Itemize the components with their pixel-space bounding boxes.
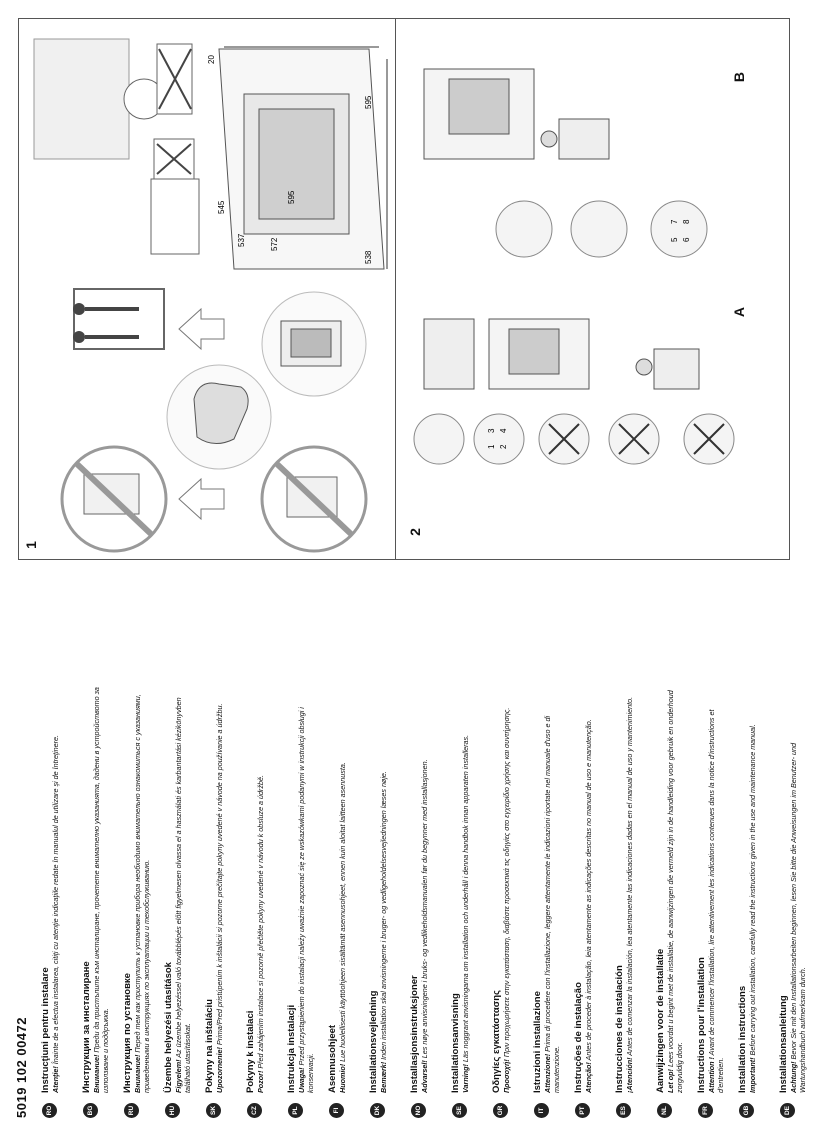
language-title: Installation instructions [737,985,748,1093]
language-badge: FR [698,1103,713,1118]
language-row-pt [573,680,614,1120]
no-lift-oven-icon [262,447,366,551]
language-badge: RO [42,1103,57,1118]
instruction-text: Przed przystąpieniem do instalacji należy uważnie zapoznać się ze wskazówkami podanymi w instrukcji obsługi i konserwacji. [297,707,315,1093]
language-body [543,680,561,1093]
warning-label: Uwaga! [297,1067,306,1093]
language-badge: NL [657,1103,672,1118]
language-row-fi [327,680,368,1120]
language-row-hu [163,680,204,1120]
figure-label-a: A [731,306,748,318]
dim-572: 572 [270,237,279,251]
language-body [584,680,593,1093]
language-row-dk [368,680,409,1120]
instruction-text: Antes de proceder à instalação, leia atentamente as indicações descritas no manual de uso e manutenção. [584,719,593,1061]
step-4: 4 [499,428,508,433]
language-badge: BG [83,1103,98,1118]
instruction-text: Prima di procedere con l'installazione, leggere attentamente le indicazioni riportate nel manuale d'uso e di manutenzione. [543,715,561,1093]
instruction-text: Πριν προχωρήσετε στην εγκατάσταση, διαβάστε προσεκτικά τις οδηγίες στο εγχειρίδιο χρήσης και συντήρησης. [502,707,511,1058]
language-body [174,680,192,1093]
step-7: 7 [670,219,679,224]
language-body [133,680,151,1093]
warning-label: ¡Atención! [625,1057,634,1093]
warning-label: Attenzione! [543,1053,552,1093]
dim-595-inner: 595 [287,190,296,204]
language-title: Installationsanleitung [778,995,789,1093]
language-row-ro [40,680,81,1120]
warning-label: Bemærk! [379,1061,388,1093]
language-title: Pokyny k instalaci [245,1010,256,1093]
gloves-icon [167,365,271,469]
instruction-text: Az üzembe helyezéssel való továbblépés előtt figyelmesen olvassa el a használati és karbantartási kézikönyvben található utasításokat. [174,697,192,1093]
language-row-fr [696,680,737,1120]
warning-label: Upozornenie! [215,1047,224,1093]
electrical-safety-illustration [34,39,199,254]
language-title: Üzembe helyezési utasítások [163,962,174,1093]
figure-panel [18,18,790,560]
step-8: 8 [682,219,691,224]
warning-label: Huomio! [338,1063,347,1093]
warning-label: Προσοχή! [502,1059,511,1093]
language-badge: SE [452,1103,467,1118]
instruction-text: Před zahájením instalace si pozorně přečtěte pokyny uvedené v návodu k obsluze a údržbě. [256,774,265,1069]
language-row-cz [245,680,286,1120]
step-1: 1 [487,444,496,449]
language-body [461,680,470,1093]
language-row-no [409,680,450,1120]
language-body [789,680,807,1093]
dim-537: 537 [237,233,246,247]
language-row-bg [81,680,122,1120]
language-body [256,680,265,1093]
warning-label: Atenção! [584,1062,593,1093]
language-title: Pokyny na inštaláciu [204,999,215,1093]
cabinet-drawings-b [424,69,534,159]
language-title: Instructions pour l'installation [696,957,707,1093]
warning-label: Important! [748,1057,757,1093]
instruction-text: Les nøye anvisningene i bruks- og vedlikeholdsmanualen før du begynner med installasjonen. [420,759,429,1059]
step-circles-b [496,201,707,257]
warning-label: Figyelem! [174,1059,183,1093]
language-body [748,680,757,1093]
language-title: Installationsanvisning [450,993,461,1093]
language-row-it [532,680,573,1120]
language-title: Instrucţiuni pentru instalare [40,967,51,1093]
instruction-text: Bevor Sie mit den Installationsarbeiten beginnen, lesen Sie bitte die Anweisungen im Benutzer- und Wartungshandbuch aufmerksam durch. [789,743,807,1093]
language-title: Istruzioni installazione [532,991,543,1093]
language-title: Installationsvejledning [368,990,379,1093]
instruction-text: Läs noggrant anvisningarna om installation och underhåll i denna handbok innan apparaten installeras. [461,734,470,1063]
language-badge: CZ [247,1103,262,1118]
language-body [707,680,725,1093]
step-3: 3 [487,428,496,433]
language-title: Инструкция по установке [122,973,133,1093]
instruction-text: Prima/Pred pristúpením k inštalácii si pozorne prečítajte pokyny uvedené v návode na používanie a údržbu. [215,703,224,1046]
document-code: 5019 102 00472 [14,1017,29,1118]
language-title: Инструкции за инсталиране [81,961,92,1093]
language-row-pl [286,680,327,1120]
language-badge: GB [739,1103,754,1118]
instruction-text: Inden installation skal anvisningerne i bruger- og vedligeholdelsesvejledningen læses nøje. [379,771,388,1060]
language-title: Installasjonsinstruksjoner [409,975,420,1093]
instruction-text: Avant de commencer l'installation, lire attentivement les indications contenues dans la notice d'instructions et d'entretien. [707,709,725,1093]
language-row-sk [204,680,245,1120]
language-row-es [614,680,655,1120]
warning-label: Advarsel! [420,1060,429,1093]
language-row-gr [491,680,532,1120]
language-title: Instruções de instalação [573,982,584,1093]
language-badge: NO [411,1103,426,1118]
figure-illustrations [19,19,789,559]
dim-538: 538 [364,250,373,264]
language-row-de [778,680,819,1120]
language-badge: PL [288,1103,303,1118]
figure-label-b: B [731,71,748,83]
instruction-text: Antes de comenzar la instalación, lea atentamente las indicaciones dadas en el manual de uso y mantenimiento. [625,696,634,1056]
warning-label: Varning! [461,1064,470,1093]
cabinet-drawings-a [424,319,589,389]
instruction-text: Lees voordat u begint met de installatie, de aanwijzingen die vermeld zijn in de handleiding voor gebruik en onderhoud zorgvuldig door. [666,690,684,1093]
language-row-gb [737,680,778,1120]
language-badge: ES [616,1103,631,1118]
language-body [338,680,347,1093]
two-person-lift-icon [73,289,164,349]
language-title: Asennusohjeet [327,1024,338,1093]
person-figure-b [541,119,609,159]
figure-1-number: 1 [22,541,39,549]
language-body [502,680,511,1093]
warning-label: Pozor! [256,1070,265,1093]
step-circles-a [414,414,734,464]
dim-545: 545 [217,200,226,214]
instruction-text: Перед тем как приступить к установке прибора необходимо внимательно ознакомиться с указаниями, приведенными в инструкциях по эксплуатации и техобслуживанию. [133,694,151,1093]
language-badge: RU [124,1103,139,1118]
warning-label: Внимание! [92,1054,101,1093]
language-title: Aanwijzingen voor de installatie [655,948,666,1093]
warning-label: Внимание! [133,1054,142,1093]
instruction-text: Înainte de a efectua instalarea, citiţi cu atenţie indicaţiile redate în manualul de utilizare şi de întreţinere. [51,735,60,1065]
language-badge: DK [370,1103,385,1118]
dim-20: 20 [207,55,216,64]
language-body [666,680,684,1093]
language-row-se [450,680,491,1120]
language-body [215,680,224,1093]
language-body [297,680,315,1093]
language-row-ru [122,680,163,1120]
language-body [420,680,429,1093]
figure-2-number: 2 [406,528,423,536]
step-5: 5 [670,237,679,242]
language-title: Instrukcja instalacji [286,1004,297,1093]
language-badge: HU [165,1103,180,1118]
instructions-list [14,680,807,1120]
warning-label: Atenţie! [51,1066,60,1093]
language-badge: DE [780,1103,795,1118]
language-body [625,680,634,1093]
language-title: Instrucciones de instalación [614,965,625,1093]
warning-label: Attention ! [707,1057,716,1093]
warning-label: Achtung! [789,1061,798,1093]
language-badge: SK [206,1103,221,1118]
dim-595-outer: 595 [364,95,373,109]
language-badge: PT [575,1103,590,1118]
language-badge: GR [493,1103,508,1118]
language-body [92,680,110,1093]
step-6: 6 [682,237,691,242]
person-figure-a [636,349,699,389]
language-badge: IT [534,1103,549,1118]
language-row-nl [655,680,696,1120]
language-body [379,680,388,1093]
instruction-text: Before carrying out installation, carefully read the instructions given in the use and maintenance manual. [748,724,757,1056]
instruction-text: Lue huolellisesti käyttöohjeen sisältämät asennusohjeet, ennen kuin aloitat laitteen asennusta. [338,762,347,1062]
oven-cabinet-icon [262,292,366,396]
warning-label: Let op! [666,1069,675,1093]
language-body [51,680,60,1093]
step-2: 2 [499,444,508,449]
instruction-text: Преди да пристъпите към инсталиране, прочетете внимателно указанията, дадени в устройството за използване и поддръжка. [92,687,110,1093]
language-title: Οδηγίες εγκατάστασης [491,990,502,1093]
no-lift-single-icon [62,447,166,551]
language-badge: FI [329,1103,344,1118]
